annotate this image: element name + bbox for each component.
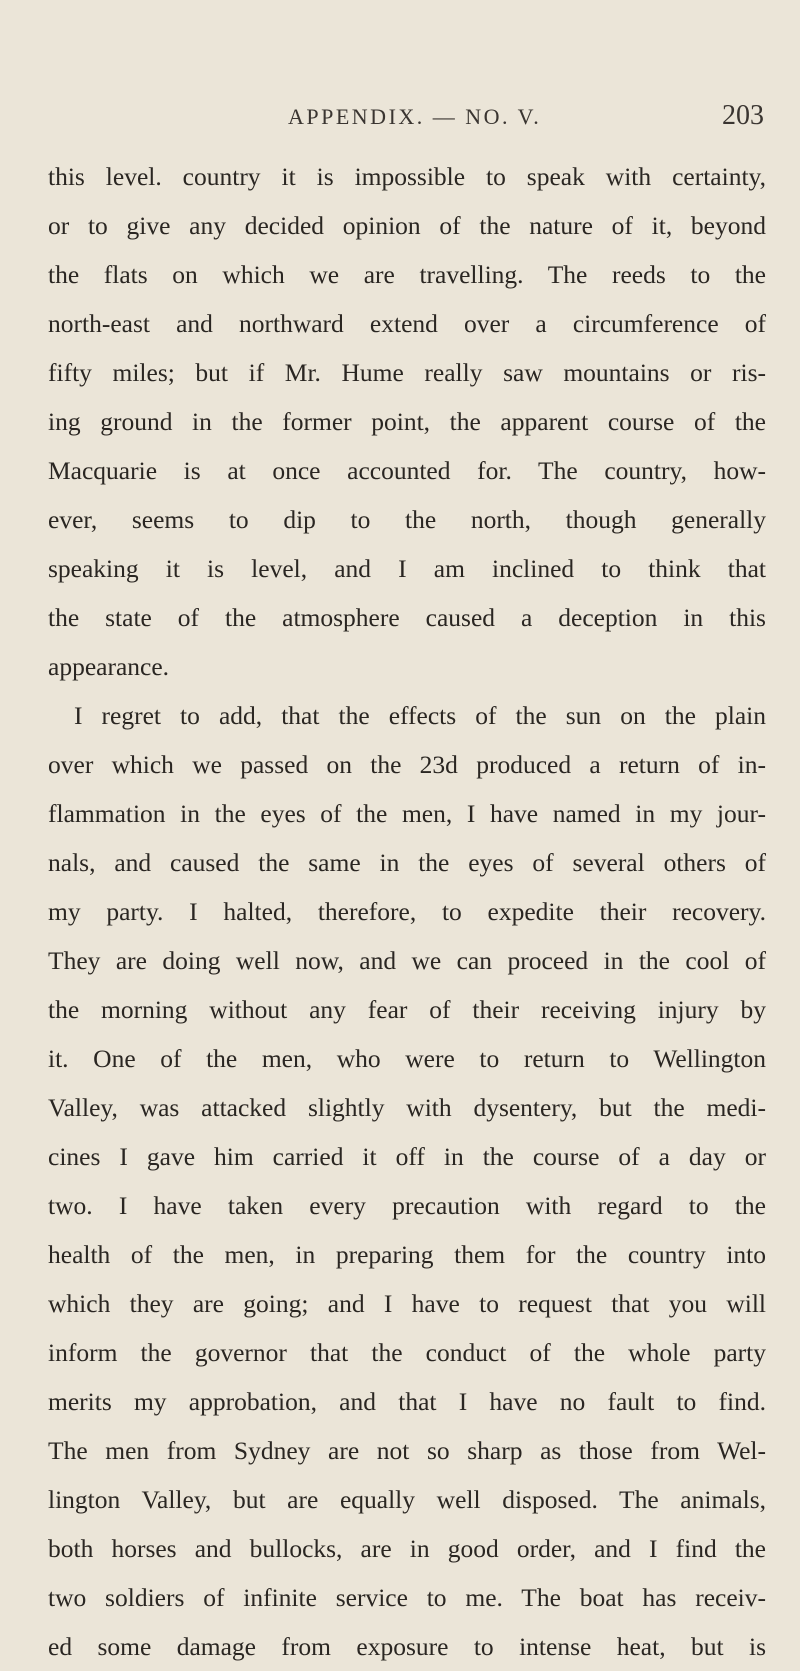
text-line: my party. I halted, therefore, to expedite their recovery. [48,897,766,926]
text-line: two. I have taken every precaution with regard to the [48,1191,766,1220]
text-line: which they are going; and I have to request that you will [48,1289,766,1318]
text-line: lington Valley, but are equally well disposed. The animals, [48,1485,766,1514]
text-line: cines I gave him carried it off in the course of a day or [48,1142,766,1171]
text-line: two soldiers of infinite service to me. The boat has receiv- [48,1583,766,1612]
text-line: ed some damage from exposure to intense heat, but is [48,1632,766,1661]
text-line: Valley, was attacked slightly with dysentery, but the medi- [48,1093,766,1122]
text-line: or to give any decided opinion of the nature of it, beyond [48,211,766,240]
text-line: inform the governor that the conduct of the whole party [48,1338,766,1367]
text-line: The men from Sydney are not so sharp as those from Wel- [48,1436,766,1465]
text-line: They are doing well now, and we can proceed in the cool of [48,946,766,975]
text-line: health of the men, in preparing them for the country into [48,1240,766,1269]
text-line: north-east and northward extend over a circumference of [48,309,766,338]
text-line: Macquarie is at once accounted for. The country, how- [48,456,766,485]
body-text [48,152,766,1671]
text-line: I regret to add, that the effects of the sun on the plain [74,701,766,730]
text-line: appearance. [48,652,170,681]
text-line: the flats on which we are travelling. The reeds to the [48,260,766,289]
page-number: 203 [722,100,764,131]
text-line: ever, seems to dip to the north, though generally [48,505,766,534]
paragraph-1 [48,152,766,691]
text-line: this level. country it is impossible to speak with certainty, [48,162,766,191]
text-line: speaking it is level, and I am inclined to think that [48,554,766,583]
text-line: both horses and bullocks, are in good order, and I find the [48,1534,766,1563]
text-line: the state of the atmosphere caused a deception in this [48,603,766,632]
text-line: flammation in the eyes of the men, I have named in my jour- [48,799,766,828]
text-line: ing ground in the former point, the apparent course of the [48,407,766,436]
running-head [0,100,800,140]
text-line: nals, and caused the same in the eyes of several others of [48,848,766,877]
text-line: fifty miles; but if Mr. Hume really saw mountains or ris- [48,358,766,387]
text-line: merits my approbation, and that I have no fault to find. [48,1387,766,1416]
text-line: over which we passed on the 23d produced a return of in- [48,750,766,779]
text-line: it. One of the men, who were to return to Wellington [48,1044,766,1073]
text-line: the morning without any fear of their receiving injury by [48,995,766,1024]
paragraph-2 [48,691,766,1671]
header-title: APPENDIX. — NO. V. [288,104,542,129]
